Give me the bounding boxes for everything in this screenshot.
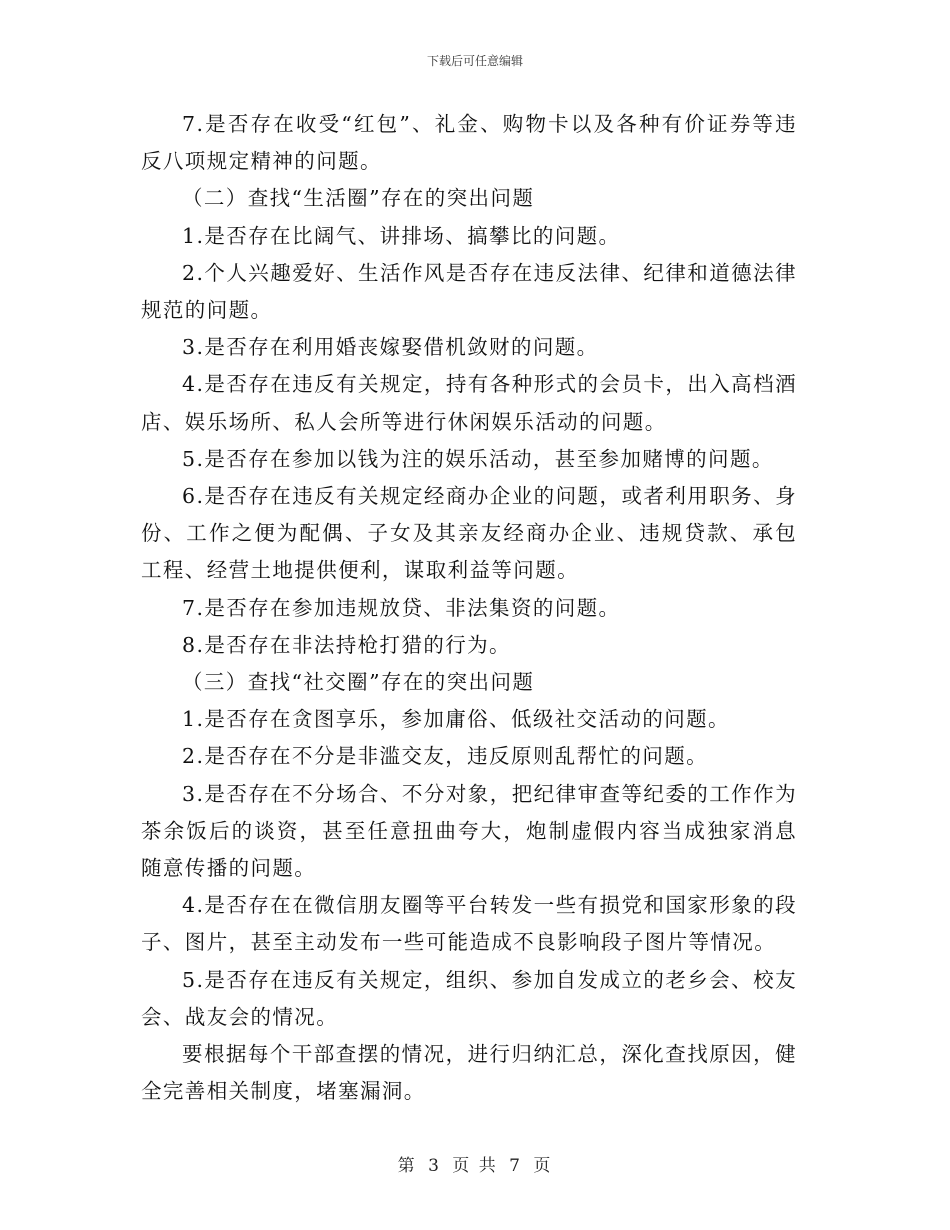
paragraph: 2.个人兴趣爱好、生活作风是否存在违反法律、纪律和道德法律规范的问题。 <box>141 260 797 323</box>
section-heading: （三）查找“社交圈”存在的突出问题 <box>182 670 535 695</box>
footer-prefix: 第 <box>397 1156 417 1176</box>
page-header: 下载后可任意编辑 <box>426 54 523 68</box>
paragraph: 4.是否存在在微信朋友圈等平台转发一些有损党和国家形象的段子、图片，甚至主动发布一些可能造成不良影响段子图片等情况。 <box>141 893 797 955</box>
section-heading: （二）查找“生活圈”存在的突出问题 <box>182 186 535 211</box>
paragraph: 5.是否存在参加以钱为注的娱乐活动，甚至参加赌博的问题。 <box>182 446 774 471</box>
document-body <box>141 106 797 1110</box>
paragraph: 8.是否存在非法持枪打猎的行为。 <box>182 632 511 657</box>
footer-middle: 页 共 <box>452 1156 498 1176</box>
paragraph: 1.是否存在比阔气、讲排场、搞攀比的问题。 <box>182 223 621 248</box>
paragraph: 7.是否存在参加违规放贷、非法集资的问题。 <box>182 595 621 620</box>
paragraph: 要根据每个干部查摆的情况，进行归纳汇总，深化查找原因，健全完善相关制度，堵塞漏洞。 <box>141 1042 797 1104</box>
paragraph: 4.是否存在违反有关规定，持有各种形式的会员卡，出入高档酒店、娱乐场所、私人会所等进行休闲娱乐活动的问题。 <box>141 372 797 434</box>
current-page-number: 3 <box>428 1156 441 1176</box>
page-footer <box>0 1151 950 1176</box>
paragraph: 6.是否存在违反有关规定经商办企业的问题，或者利用职务、身份、工作之便为配偶、子女及其亲友经商办企业、违规贷款、承包工程、经营土地提供便利，谋取利益等问题。 <box>141 484 797 583</box>
paragraph: 2.是否存在不分是非滥交友，违反原则乱帮忙的问题。 <box>182 744 709 769</box>
paragraph: 5.是否存在违反有关规定，组织、参加自发成立的老乡会、校友会、战友会的情况。 <box>141 967 797 1029</box>
paragraph: 7.是否存在收受“红包”、礼金、购物卡以及各种有价证券等违反八项规定精神的问题。 <box>141 112 797 174</box>
paragraph: 1.是否存在贪图享乐，参加庸俗、低级社交活动的问题。 <box>182 707 730 732</box>
footer-suffix: 页 <box>533 1156 553 1176</box>
total-page-count: 7 <box>509 1156 522 1176</box>
paragraph: 3.是否存在利用婚丧嫁娶借机敛财的问题。 <box>182 335 599 360</box>
paragraph: 3.是否存在不分场合、不分对象，把纪律审查等纪委的工作作为茶余饭后的谈资，甚至任意扭曲夸大，炮制虚假内容当成独家消息随意传播的问题。 <box>141 781 797 881</box>
